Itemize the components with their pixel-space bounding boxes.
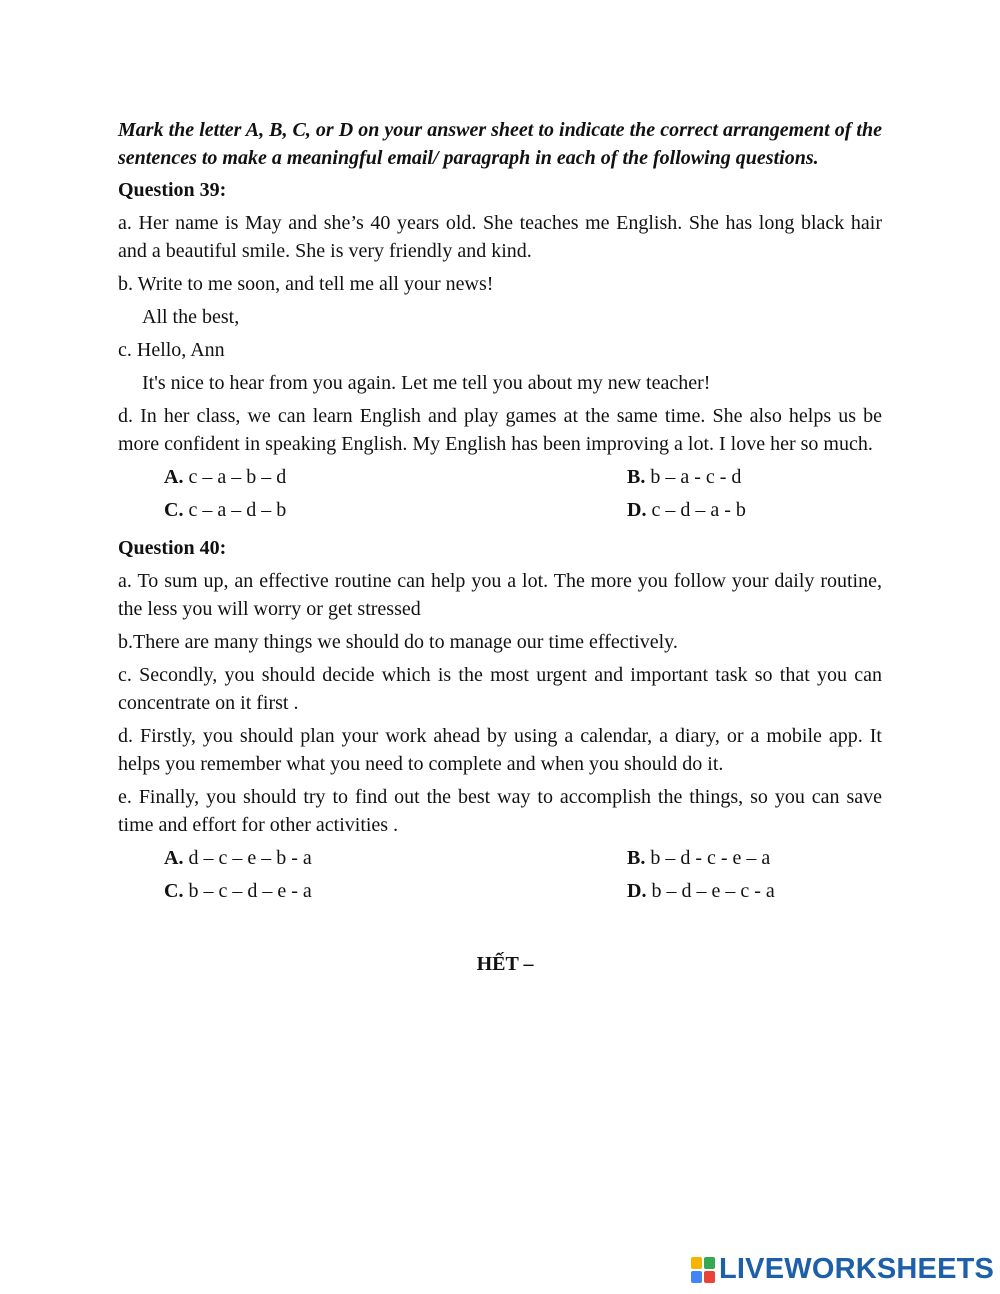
q40-option-a[interactable] bbox=[164, 844, 627, 877]
q39-option-d[interactable] bbox=[627, 496, 927, 529]
question-40-title: Question 40: bbox=[118, 537, 227, 559]
option-letter: A. bbox=[164, 466, 184, 488]
question-39-title: Question 39: bbox=[118, 179, 227, 201]
q39-sentence-c: c. Hello, Ann bbox=[118, 339, 225, 361]
q40-sentence-b: b.There are many things we should do to manage our time effectively. bbox=[118, 631, 678, 653]
liveworksheets-logo bbox=[691, 1253, 994, 1286]
q40-sentence-d: d. Firstly, you should plan your work ahead by using a calendar, a diary, or a mobile app. It helps you remember what you need to complete and when you should do it. bbox=[118, 725, 882, 775]
q40-options bbox=[164, 844, 882, 910]
q39-sentence-d: d. In her class, we can learn English and play games at the same time. She also helps us be more confident in speaking English. My English has been improving a lot. I love her so much. bbox=[118, 405, 882, 455]
option-text: c – a – d – b bbox=[188, 499, 287, 521]
q40-option-d[interactable] bbox=[627, 877, 927, 910]
option-letter: C. bbox=[164, 880, 184, 902]
instructions: Mark the letter A, B, C, or D on your answer sheet to indicate the correct arrangement of the sentences to make a meaningful email/ paragraph in each of the following questions. bbox=[118, 119, 882, 169]
option-letter: D. bbox=[627, 499, 647, 521]
option-text: c – a – b – d bbox=[188, 466, 287, 488]
q40-sentence-a: a. To sum up, an effective routine can help you a lot. The more you follow your daily routine, the less you will worry or get stressed bbox=[118, 570, 882, 620]
q40-option-b[interactable] bbox=[627, 844, 927, 877]
q40-sentence-c: c. Secondly, you should decide which is the most urgent and important task so that you can concentrate on it first . bbox=[118, 664, 882, 714]
q39-options bbox=[164, 463, 882, 529]
worksheet-page bbox=[118, 116, 882, 998]
end-marker: HẾT – bbox=[476, 953, 534, 975]
option-text: d – c – e – b - a bbox=[188, 847, 312, 869]
q39-sentence-a: a. Her name is May and she’s 40 years old. She teaches me English. She has long black hair and a beautiful smile. She is very friendly and kind. bbox=[118, 212, 882, 262]
option-text: c – d – a - b bbox=[651, 499, 746, 521]
brand-name: LIVEWORKSHEETS bbox=[719, 1253, 995, 1285]
option-text: b – a - c - d bbox=[650, 466, 742, 488]
q40-sentence-e: e. Finally, you should try to find out the best way to accomplish the things, so you can save time and effort for other activities . bbox=[118, 786, 882, 836]
option-letter: D. bbox=[627, 880, 647, 902]
q39-option-a[interactable] bbox=[164, 463, 627, 496]
option-text: b – c – d – e - a bbox=[188, 880, 312, 902]
option-letter: A. bbox=[164, 847, 184, 869]
liveworksheets-logo-icon bbox=[691, 1257, 715, 1283]
q39-sentence-b: b. Write to me soon, and tell me all your news! bbox=[118, 273, 494, 295]
option-letter: C. bbox=[164, 499, 184, 521]
option-letter: B. bbox=[627, 847, 646, 869]
q39-sentence-c-line2: It's nice to hear from you again. Let me tell you about my new teacher! bbox=[142, 372, 711, 394]
option-letter: B. bbox=[627, 466, 646, 488]
q39-sentence-b-closing: All the best, bbox=[142, 306, 240, 328]
q39-option-c[interactable] bbox=[164, 496, 627, 529]
option-text: b – d – e – c - a bbox=[651, 880, 775, 902]
q39-option-b[interactable] bbox=[627, 463, 927, 496]
q40-option-c[interactable] bbox=[164, 877, 627, 910]
option-text: b – d - c - e – a bbox=[650, 847, 771, 869]
